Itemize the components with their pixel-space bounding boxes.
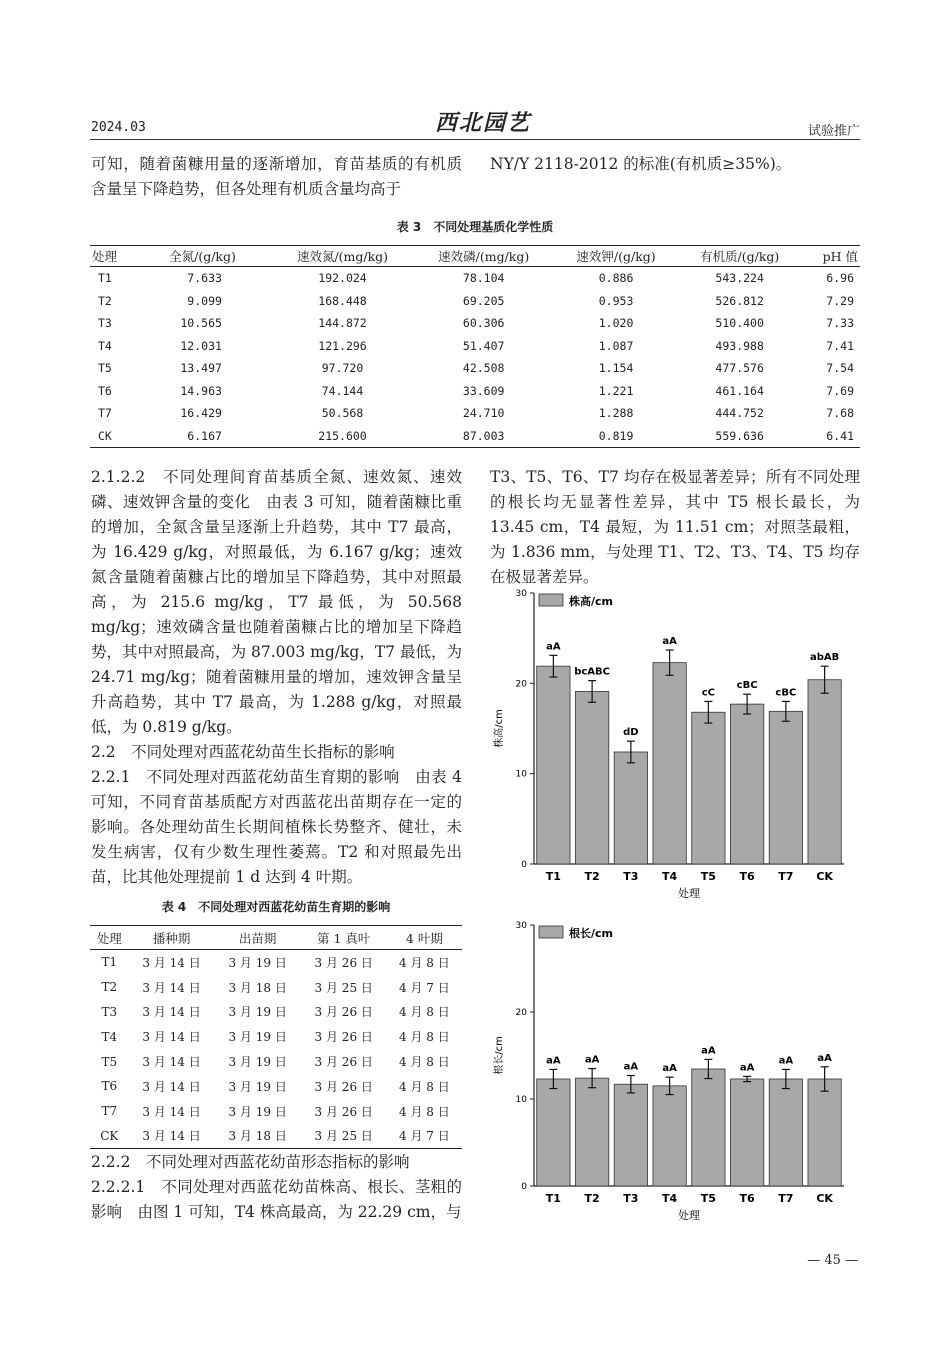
x-tick-label: T3 <box>623 1192 639 1205</box>
table4-cell: 3 月 19 日 <box>228 955 287 970</box>
table4-cell: 3 月 26 日 <box>314 1079 373 1094</box>
bar-T3 <box>614 752 647 864</box>
heading-2-2-2: 2.2.2 不同处理对西蓝花幼苗形态指标的影响 <box>91 1153 410 1171</box>
table3-cell: 51.407 <box>462 338 505 353</box>
left-bottom-text <box>91 1150 462 1225</box>
top-right-paragraph: NY/Y 2118-2012 的标准(有机质≥35%)。 <box>490 155 792 173</box>
table3-cell: 7.54 <box>826 361 854 376</box>
x-tick-label: T7 <box>778 870 794 883</box>
table3-cell: 7.41 <box>826 338 854 353</box>
table4-header-cell: 4 叶期 <box>387 926 462 950</box>
bar-T1 <box>537 1079 570 1186</box>
table3-cell: 121.296 <box>318 338 367 353</box>
table4-cell: 3 月 14 日 <box>142 955 201 970</box>
table3 <box>90 245 860 448</box>
y-tick-label: 20 <box>515 1008 527 1018</box>
bar-T7 <box>769 1079 802 1186</box>
table4-caption: 表 4 不同处理对西蓝花幼苗生育期的影响 <box>161 900 391 914</box>
table3-header-row <box>90 246 860 267</box>
x-tick-label: T4 <box>662 870 678 883</box>
bar-T2 <box>575 1078 608 1186</box>
y-tick-label: 10 <box>515 769 527 780</box>
table4-cell: 4 月 8 日 <box>399 1079 450 1094</box>
table3-cell: 6.167 <box>133 425 272 448</box>
table4-cell: 4 月 8 日 <box>399 955 450 970</box>
para-2-2-2-1: 2.2.2.1 不同处理对西蓝花幼苗株高、根长、茎粗的影响 由图 1 可知，T4 株高最高，为 22.29 cm，与 <box>91 1178 462 1221</box>
table4-cell: 3 月 19 日 <box>228 1055 287 1070</box>
table3-cell: 78.104 <box>462 271 505 286</box>
table4-cell: T7 <box>101 1104 118 1119</box>
significance-label: aA <box>701 1045 716 1057</box>
x-tick-label: T5 <box>700 870 716 883</box>
bar-T1 <box>537 666 570 864</box>
table3-cell: T3 <box>98 316 112 331</box>
table4-cell: 3 月 14 日 <box>142 980 201 995</box>
x-tick-label: T1 <box>545 1192 561 1205</box>
significance-label: cBC <box>775 687 797 699</box>
bar-T6 <box>730 1079 763 1186</box>
table3-cell: 510.400 <box>715 316 764 331</box>
table3-header-cell: 处理 <box>90 246 133 267</box>
table3-cell: 6.96 <box>826 271 854 286</box>
significance-label: cC <box>701 687 716 699</box>
table3-cell: T5 <box>98 361 112 376</box>
x-tick-label: T2 <box>584 870 600 883</box>
significance-label: dD <box>623 727 639 739</box>
table-row <box>90 1000 462 1025</box>
table-row <box>90 380 860 403</box>
table4-cell: T3 <box>101 1004 118 1019</box>
table3-cell: T6 <box>98 383 112 398</box>
table4-header-cell: 播种期 <box>129 926 215 950</box>
table3-cell: 0.886 <box>598 271 634 286</box>
significance-label: aA <box>584 1054 600 1066</box>
header-rule <box>90 139 860 140</box>
table3-cell: 477.576 <box>715 361 764 376</box>
table3-cell: 559.636 <box>678 425 802 448</box>
table-row <box>90 357 860 380</box>
table3-cell: 7.633 <box>187 271 222 286</box>
table4-cell: 3 月 18 日 <box>228 980 287 995</box>
bar-T5 <box>692 712 725 864</box>
bar-T5 <box>692 1069 725 1186</box>
table4-cell: 3 月 14 日 <box>142 1030 201 1045</box>
table4-cell: T6 <box>101 1079 118 1094</box>
table3-cell: 1.288 <box>598 406 634 421</box>
table3-cell: 1.154 <box>598 361 634 376</box>
y-tick-label: 30 <box>515 921 527 931</box>
table-row <box>90 1099 462 1124</box>
table4-cell: 4 月 8 日 <box>399 1104 450 1119</box>
legend-label: 株高/cm <box>569 595 613 608</box>
table3-cell: 144.872 <box>318 316 367 331</box>
table3-cell: 33.609 <box>462 383 505 398</box>
table3-cell: 7.68 <box>826 406 854 421</box>
table3-cell: 6.41 <box>801 425 860 448</box>
table3-cell: 493.988 <box>715 338 764 353</box>
table3-cell: 13.497 <box>180 361 222 376</box>
bar-T7 <box>769 711 802 864</box>
page-number: — 45 — <box>807 1253 858 1268</box>
table4-cell: 3 月 14 日 <box>142 1005 201 1020</box>
table3-cell: 526.812 <box>715 293 764 308</box>
significance-label: aA <box>623 1061 639 1073</box>
y-tick-label: 10 <box>515 1095 527 1105</box>
x-tick-label: T4 <box>662 1192 678 1205</box>
table3-cell: 9.099 <box>187 293 222 308</box>
table3-cell: 42.508 <box>462 361 505 376</box>
table3-cell: 0.819 <box>554 425 678 448</box>
heading-2-2: 2.2 不同处理对西蓝花幼苗生长指标的影响 <box>91 743 395 761</box>
table-row <box>90 950 462 975</box>
table4-cell: 4 月 8 日 <box>399 1055 450 1070</box>
table-row <box>90 1049 462 1074</box>
table4-cell: T5 <box>101 1054 118 1069</box>
table3-cell: 215.600 <box>272 425 413 448</box>
legend-label: 根长/cm <box>569 927 613 940</box>
table3-cell: 16.429 <box>180 406 222 421</box>
significance-label: bcABC <box>574 666 611 678</box>
x-axis-label: 处理 <box>678 887 700 900</box>
table3-cell: 50.568 <box>321 406 364 421</box>
y-axis-label: 根长/cm <box>494 1036 505 1075</box>
table-row <box>90 425 860 448</box>
root-length-chart <box>482 912 854 1232</box>
table4-cell: 3 月 19 日 <box>228 1005 287 1020</box>
para-2-1-2-2: 2.1.2.2 不同处理间育苗基质全氮、速效氮、速效磷、速效钾含量的变化 由表 3 可知，随着菌糠比重的增加，全氮含量呈逐渐上升趋势，其中 T7 最高，为 16.429 g/kg，对照最低，为 6.167 g/kg；速效氮含量随着菌糠占比的增加呈下降趋势，其中对照最高，为 215.6 mg/kg，T7 最低，为 50.568 mg/kg；速效磷含量也随着菌糠占比的增加呈下降趋势，其中对照最高，为 87.003 mg/kg，T7 最低，为 24.71 mg/kg；随着菌糠用量的增加，速效钾含量呈升高趋势，其中 T7 最高，为 1.288 g/kg，对照最低，为 0.819 g/kg。 <box>91 468 462 736</box>
table4-header-cell: 处理 <box>90 926 129 950</box>
x-tick-label: T3 <box>623 870 639 883</box>
table-row <box>90 1124 462 1149</box>
table4-cell: 3 月 26 日 <box>314 1030 373 1045</box>
table-row <box>90 1024 462 1049</box>
table3-cell: 7.33 <box>826 316 854 331</box>
table4-cell: 3 月 14 日 <box>142 1079 201 1094</box>
table4-cell: CK <box>90 1124 129 1149</box>
table4-cell: 3 月 25 日 <box>301 1124 387 1149</box>
table4-cell: 3 月 14 日 <box>142 1104 201 1119</box>
table4-header-cell: 出苗期 <box>215 926 301 950</box>
table4-cell: 3 月 18 日 <box>215 1124 301 1149</box>
significance-label: aA <box>662 1063 677 1075</box>
table3-cell: 7.29 <box>826 293 854 308</box>
x-tick-label: T6 <box>739 870 755 883</box>
bar-T4 <box>653 1086 686 1186</box>
table4-cell: 3 月 26 日 <box>314 955 373 970</box>
left-column-text <box>91 465 462 890</box>
journal-title: 西北园艺 <box>435 110 532 136</box>
y-tick-label: 0 <box>521 860 527 870</box>
table3-cell: T7 <box>98 406 112 421</box>
table4-header-row <box>90 926 462 950</box>
table3-cell: 1.221 <box>598 383 634 398</box>
table-row <box>90 267 860 290</box>
table3-cell: 60.306 <box>462 316 505 331</box>
table3-cell: 444.752 <box>715 406 764 421</box>
significance-label: aA <box>546 1055 561 1067</box>
table3-cell: 74.144 <box>321 383 364 398</box>
table3-cell: 0.953 <box>598 293 634 308</box>
table3-header-cell: 全氮/(g/kg) <box>133 246 272 267</box>
x-tick-label: T2 <box>584 1192 600 1205</box>
table-row <box>90 402 860 425</box>
x-tick-label: CK <box>816 1192 833 1205</box>
bar-T6 <box>730 704 763 864</box>
para-2-2-1: 2.2.1 不同处理对西蓝花幼苗生育期的影响 由表 4 可知，不同育苗基质配方对西蓝花出苗期存在一定的影响。各处理幼苗生长期间植株长势整齐、健壮，未发生病害，仅有少数生理性萎蔫。T2 和对照最先出苗，比其他处理提前 1 d 达到 4 叶期。 <box>91 768 462 886</box>
table3-cell: 69.205 <box>462 293 505 308</box>
table3-cell: T4 <box>98 338 112 353</box>
x-tick-label: T5 <box>700 1192 716 1205</box>
table4-cell: 4 月 8 日 <box>399 1030 450 1045</box>
table3-cell: 7.69 <box>826 383 854 398</box>
table3-cell: T1 <box>98 271 112 286</box>
table4-cell: T4 <box>101 1029 118 1044</box>
legend-swatch <box>539 594 563 606</box>
table4-cell: 3 月 26 日 <box>314 1104 373 1119</box>
table3-cell: 97.720 <box>321 361 364 376</box>
significance-label: aA <box>739 1062 755 1074</box>
table3-header-cell: pH 值 <box>801 246 860 267</box>
table3-header-cell: 速效钾/(g/kg) <box>554 246 678 267</box>
y-tick-label: 30 <box>515 589 527 599</box>
table3-cell: T2 <box>98 293 112 308</box>
table3-cell: 24.710 <box>462 406 505 421</box>
table3-cell: 168.448 <box>318 293 367 308</box>
table3-cell: 10.565 <box>180 316 222 331</box>
table4-cell: 3 月 14 日 <box>129 1124 215 1149</box>
bar-T2 <box>575 691 608 864</box>
table4-cell: 4 月 8 日 <box>399 1005 450 1020</box>
right-column-text: T3、T5、T6、T7 均存在极显著差异；所有不同处理的根长均无显著性差异，其中 T5 根长最长，为 13.45 cm，T4 最短，为 11.51 cm；对照茎最粗，为 1.836 mm，与处理 T1、T2、T3、T4、T5 均存在极显著差异。 <box>490 468 860 586</box>
table3-cell: 192.024 <box>318 271 367 286</box>
table4-cell: 3 月 19 日 <box>228 1104 287 1119</box>
table3-cell: 543.224 <box>715 271 764 286</box>
table3-header-cell: 速效氮/(mg/kg) <box>272 246 413 267</box>
significance-label: cBC <box>736 680 758 692</box>
table3-cell: CK <box>90 425 133 448</box>
bar-T3 <box>614 1084 647 1186</box>
table4-header-cell: 第 1 真叶 <box>301 926 387 950</box>
table4-cell: 3 月 14 日 <box>142 1055 201 1070</box>
table3-cell: 87.003 <box>413 425 554 448</box>
table-row <box>90 1074 462 1099</box>
bar-CK <box>808 1079 841 1186</box>
table3-cell: 1.087 <box>598 338 634 353</box>
table4-cell: 3 月 26 日 <box>314 1055 373 1070</box>
significance-label: aA <box>817 1052 832 1064</box>
table-row <box>90 290 860 313</box>
table4-cell: T2 <box>101 980 118 995</box>
table4-cell: 4 月 7 日 <box>399 980 450 995</box>
table3-header-cell: 有机质/(g/kg) <box>678 246 802 267</box>
significance-label: abAB <box>809 652 840 664</box>
table3-cell: 461.164 <box>715 383 764 398</box>
table4-cell: 3 月 26 日 <box>314 1005 373 1020</box>
legend-swatch <box>539 926 563 938</box>
table4-cell: 3 月 19 日 <box>228 1079 287 1094</box>
x-tick-label: T6 <box>739 1192 755 1205</box>
table4-cell: 4 月 7 日 <box>387 1124 462 1149</box>
table4-cell: 3 月 25 日 <box>314 980 373 995</box>
y-tick-label: 0 <box>521 1182 527 1192</box>
table4 <box>90 925 462 1149</box>
table3-cell: 12.031 <box>180 338 222 353</box>
table3-cell: 1.020 <box>598 316 634 331</box>
table3-header-cell: 速效磷/(mg/kg) <box>413 246 554 267</box>
plant-height-chart <box>482 580 854 910</box>
table3-caption: 表 3 不同处理基质化学性质 <box>396 220 554 234</box>
x-tick-label: T7 <box>778 1192 794 1205</box>
significance-label: aA <box>546 641 561 653</box>
table4-cell: T1 <box>101 955 118 970</box>
bar-CK <box>808 680 841 864</box>
table-row <box>90 975 462 1000</box>
x-tick-label: T1 <box>545 870 561 883</box>
table-row <box>90 335 860 358</box>
table4-cell: 3 月 19 日 <box>228 1030 287 1045</box>
significance-label: aA <box>662 636 677 648</box>
table-row <box>90 312 860 335</box>
table3-cell: 14.963 <box>180 383 222 398</box>
y-tick-label: 20 <box>515 679 527 690</box>
x-axis-label: 处理 <box>678 1209 700 1222</box>
bar-T4 <box>653 663 686 864</box>
significance-label: aA <box>778 1055 794 1067</box>
top-left-paragraph: 可知，随着菌糠用量的逐渐增加，育苗基质的有机质含量呈下降趋势，但各处理有机质含量均高于 <box>91 155 462 198</box>
section-label: 试验推广 <box>807 124 860 139</box>
header-date: 2024.03 <box>91 120 146 135</box>
x-tick-label: CK <box>816 870 833 883</box>
y-axis-label: 株高/cm <box>494 709 505 748</box>
